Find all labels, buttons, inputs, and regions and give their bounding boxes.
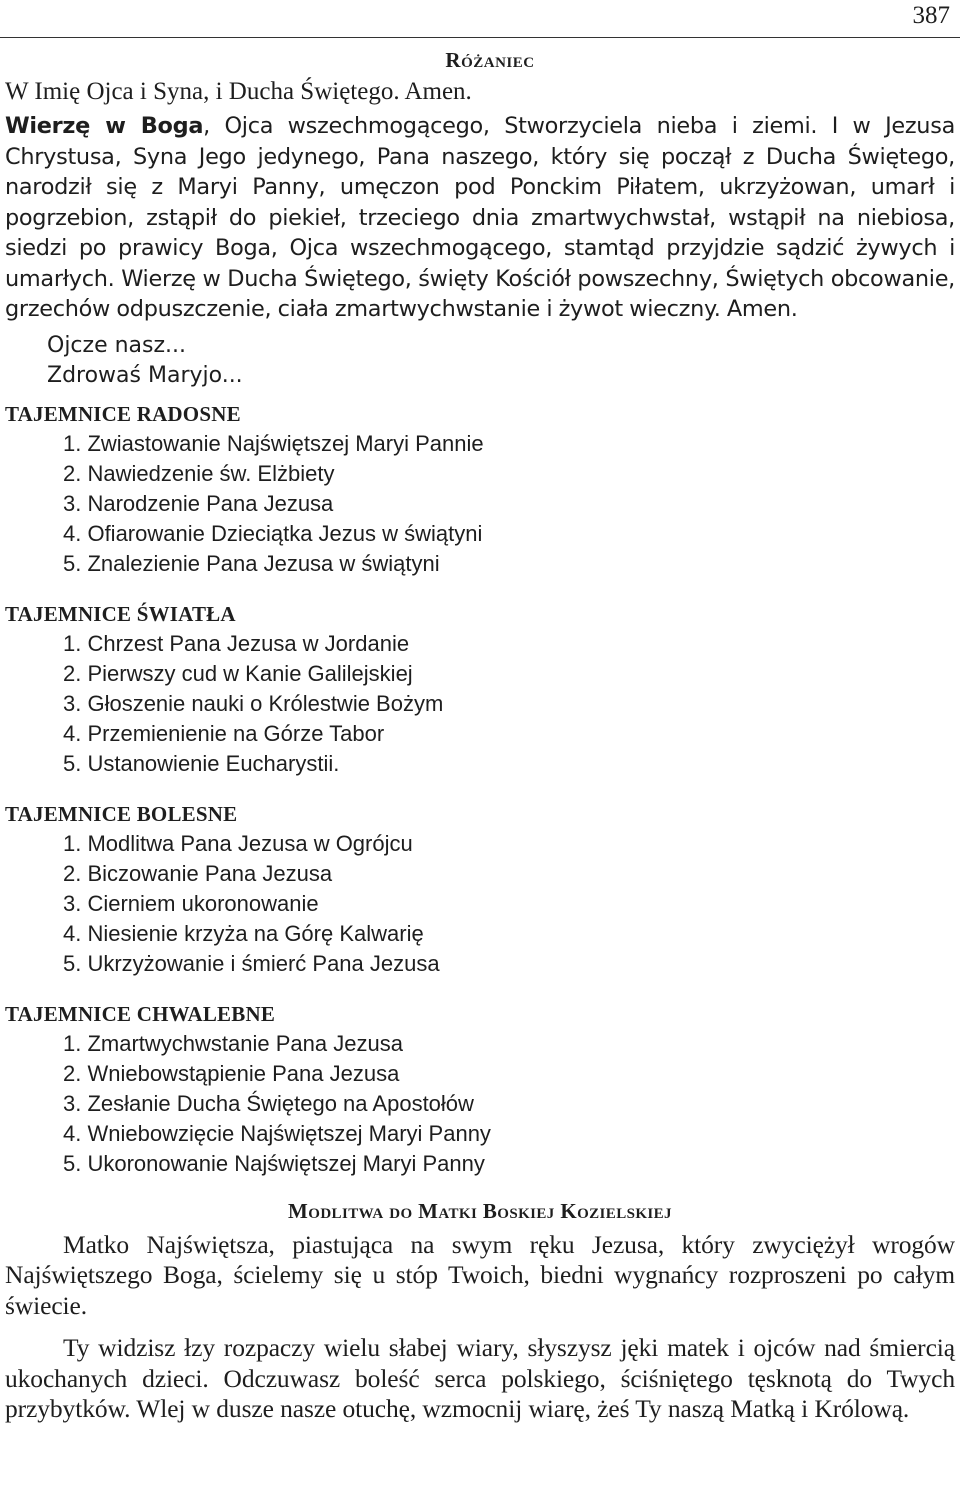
- hail-mary: Zdrowaś Maryjo...: [47, 362, 243, 388]
- list-item: 5. Ukrzyżowanie i śmierć Pana Jezusa: [63, 951, 440, 977]
- list-item: 4. Niesienie krzyża na Górę Kalwarię: [63, 921, 424, 947]
- list-item: 4. Wniebowzięcie Najświętszej Maryi Panny: [63, 1121, 491, 1147]
- creed-lead: Wierzę w Boga: [5, 113, 204, 139]
- list-item: 4. Przemienienie na Górze Tabor: [63, 721, 385, 747]
- kozielsk-paragraph: Ty widzisz łzy rozpaczy wielu słabej wiary, słyszysz jęki matek i ojców nad śmiercią ukochanych dzieci. Odczuwasz boleść serca polskiego, ściśniętego tęsknotą do Twych przybytków. Wlej w dusze nasze otuchę, wzmocnij wiarę, żeś Ty naszą Matką i Królową.: [5, 1333, 955, 1424]
- list-item: 2. Pierwszy cud w Kanie Galilejskiej: [63, 660, 413, 686]
- mysteries-glorious: [5, 999, 955, 1180]
- list-item: 3. Zesłanie Ducha Świętego na Apostołów: [63, 1090, 474, 1116]
- mystery-list: [5, 429, 955, 580]
- apostles-creed: [5, 111, 955, 325]
- list-item: 2. Wniebowstąpienie Pana Jezusa: [63, 1060, 400, 1086]
- list-item: 1. Modlitwa Pana Jezusa w Ogrójcu: [63, 830, 413, 856]
- kozielsk-paragraph: Matko Najświętsza, piastująca na swym ręku Jezusa, który zwyciężył wrogów Najświętszego Boga, ścielemy się u stóp Twoich, biedni wygnańcy rozproszeni po całym świecie.: [5, 1229, 955, 1320]
- list-item: 5. Znalezienie Pana Jezusa w świątyni: [63, 551, 440, 577]
- section-heading: TAJEMNICE CHWALEBNE: [5, 1001, 276, 1026]
- list-item: 5. Ustanowienie Eucharystii.: [63, 751, 340, 777]
- section-heading: TAJEMNICE ŚWIATŁA: [5, 601, 236, 626]
- mystery-list: [5, 829, 955, 980]
- our-father: Ojcze nasz...: [47, 332, 187, 358]
- list-item: 3. Cierniem ukoronowanie: [63, 890, 319, 916]
- page-content: [5, 45, 955, 1425]
- list-item: 4. Ofiarowanie Dzieciątka Jezus w świątyni: [63, 521, 483, 547]
- mysteries-sorrowful: [5, 799, 955, 980]
- list-item: 1. Zmartwychwstanie Pana Jezusa: [63, 1030, 403, 1056]
- creed-text: , Ojca wszechmogącego, Stworzyciela nieba i ziemi. I w Jezusa Chrystusa, Syna Jego jedynego, Pana naszego, który się począł z Ducha Świętego, narodził się z Maryi Panny, umęczon pod Ponckim Piłatem, ukrzyżowan, umarł i pogrzebion, zstąpił do piekieł, trzeciego dnia zmartwychwstał, wstąpił na niebiosa, siedzi po prawicy Boga, Ojca wszechmogącego, stamtąd przyjdzie sądzić żywych i umarłych. Wierzę w Ducha Świętego, święty Kościół powszechny, Świętych obcowanie, grzechów odpuszczenie, ciała zmartwychwstanie i żywot wieczny. Amen.: [5, 113, 955, 322]
- mystery-list: [5, 1029, 955, 1180]
- list-item: 1. Chrzest Pana Jezusa w Jordanie: [63, 630, 410, 656]
- section-heading: TAJEMNICE RADOSNE: [5, 401, 241, 426]
- section-heading: TAJEMNICE BOLESNE: [5, 801, 238, 826]
- mysteries-joyful: [5, 399, 955, 580]
- short-prayers: [5, 331, 955, 391]
- kozielsk-prayer-title: Modlitwa do Matki Boskiej Kozielskiej: [288, 1198, 672, 1223]
- mystery-list: [5, 629, 955, 780]
- list-item: 2. Biczowanie Pana Jezusa: [63, 860, 333, 886]
- sign-of-cross: W Imię Ojca i Syna, i Ducha Świętego. Amen.: [5, 78, 472, 105]
- mysteries-luminous: [5, 599, 955, 780]
- list-item: 3. Narodzenie Pana Jezusa: [63, 490, 334, 516]
- list-item: 1. Zwiastowanie Najświętszej Maryi Pannie: [63, 430, 484, 456]
- page-number: 387: [912, 2, 950, 29]
- rosary-title: Różaniec: [445, 48, 535, 72]
- list-item: 5. Ukoronowanie Najświętszej Maryi Panny: [63, 1151, 485, 1177]
- header-rule: [0, 37, 960, 38]
- list-item: 2. Nawiedzenie św. Elżbiety: [63, 460, 335, 486]
- list-item: 3. Głoszenie nauki o Królestwie Bożym: [63, 690, 444, 716]
